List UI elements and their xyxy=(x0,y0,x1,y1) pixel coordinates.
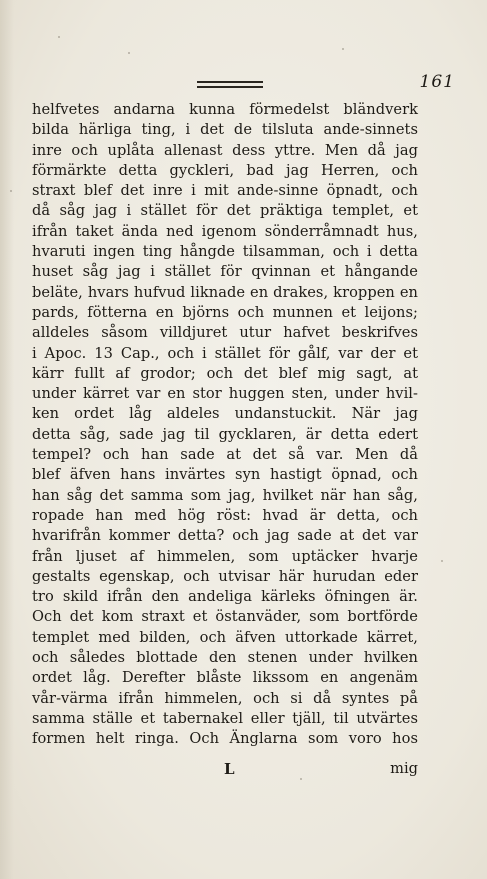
paper-speck xyxy=(58,36,60,38)
text-line: helfvetes andarna kunna förmedelst bländverk xyxy=(32,101,418,118)
catchword: mig xyxy=(390,760,418,777)
text-line: gestalts egenskap, och utvisar här hurudan eder xyxy=(32,567,418,585)
paper-speck xyxy=(441,560,443,562)
text-line: under kärret var en stor huggen sten, under hvil- xyxy=(32,385,418,403)
text-line: tempel? och han sade at det så var. Men då xyxy=(32,446,418,464)
text-line: blef äfven hans invärtes syn hastigt öpnad, och xyxy=(32,466,418,484)
text-line: Och det kom straxt et östanväder, som bortförde xyxy=(32,608,418,626)
header-double-rule xyxy=(197,80,263,90)
signature-mark: L xyxy=(224,760,235,778)
paper-speck xyxy=(10,190,12,192)
text-line: straxt blef det inre i mit ande-sinne öpnadt, och xyxy=(32,182,418,200)
text-line: vår-värma ifrån himmelen, och si då syntes på xyxy=(32,689,418,707)
text-line: hvarifrån kommer detta? och jag sade at det var xyxy=(32,527,418,545)
text-line: och således blottade den stenen under hvilken xyxy=(32,649,418,667)
text-line: då såg jag i stället för det präktiga templet, et xyxy=(32,202,418,220)
text-line: templet med bilden, och äfven uttorkade kärret, xyxy=(32,628,418,646)
text-line: samma ställe et tabernakel eller tjäll, til utvärtes xyxy=(32,709,418,727)
text-line: formen helt ringa. Och Änglarna som voro hos xyxy=(32,730,418,748)
text-line: han såg det samma som jag, hvilket när han såg, xyxy=(32,486,418,504)
text-line: tro skild ifrån den andeliga kärleks öfningen är. xyxy=(32,588,418,606)
text-line: ordet låg. Derefter blåste likssom en angenäm xyxy=(32,669,418,687)
body-text xyxy=(32,100,418,750)
text-line: huset såg jag i stället för qvinnan et hångande xyxy=(32,263,418,281)
text-line: i Apoc. 13 Cap., och i stället för gålf, var der et xyxy=(32,344,418,362)
paper-speck xyxy=(300,778,302,780)
text-line: ifrån taket ända ned igenom sönderråmnadt hus, xyxy=(32,222,418,240)
text-line: alldeles såsom villdjuret utur hafvet beskrifves xyxy=(32,324,418,342)
text-line: detta såg, sade jag til gycklaren, är detta edert xyxy=(32,425,418,443)
header-rule-line-bottom xyxy=(197,86,263,88)
text-line: hvaruti ingen ting hångde tilsamman, och i detta xyxy=(32,243,418,261)
page-number: 161 xyxy=(419,72,455,92)
text-line: ropade han med hög röst: hvad är detta, och xyxy=(32,506,418,524)
paper-speck xyxy=(128,52,130,54)
text-line: pards, fötterna en björns och munnen et leijons; xyxy=(32,303,418,321)
text-line: inre och uplåta allenast dess yttre. Men då jag xyxy=(32,141,418,159)
text-line: bilda härliga ting, i det de tilsluta ande-sinnets xyxy=(32,121,418,139)
gutter-shadow xyxy=(0,0,14,879)
header-rule-line-top xyxy=(197,81,263,83)
text-line: kärr fullt af grodor; och det blef mig sagt, at xyxy=(32,364,418,382)
paper-speck xyxy=(342,48,344,50)
text-line: förmärkte detta gyckleri, bad jag Herren, och xyxy=(32,161,418,179)
text-line: ken ordet låg aldeles undanstuckit. När jag xyxy=(32,405,418,423)
text-line: från ljuset af himmelen, som uptäcker hvarje xyxy=(32,547,418,565)
text-line: beläte, hvars hufvud liknade en drakes, kroppen en xyxy=(32,283,418,301)
